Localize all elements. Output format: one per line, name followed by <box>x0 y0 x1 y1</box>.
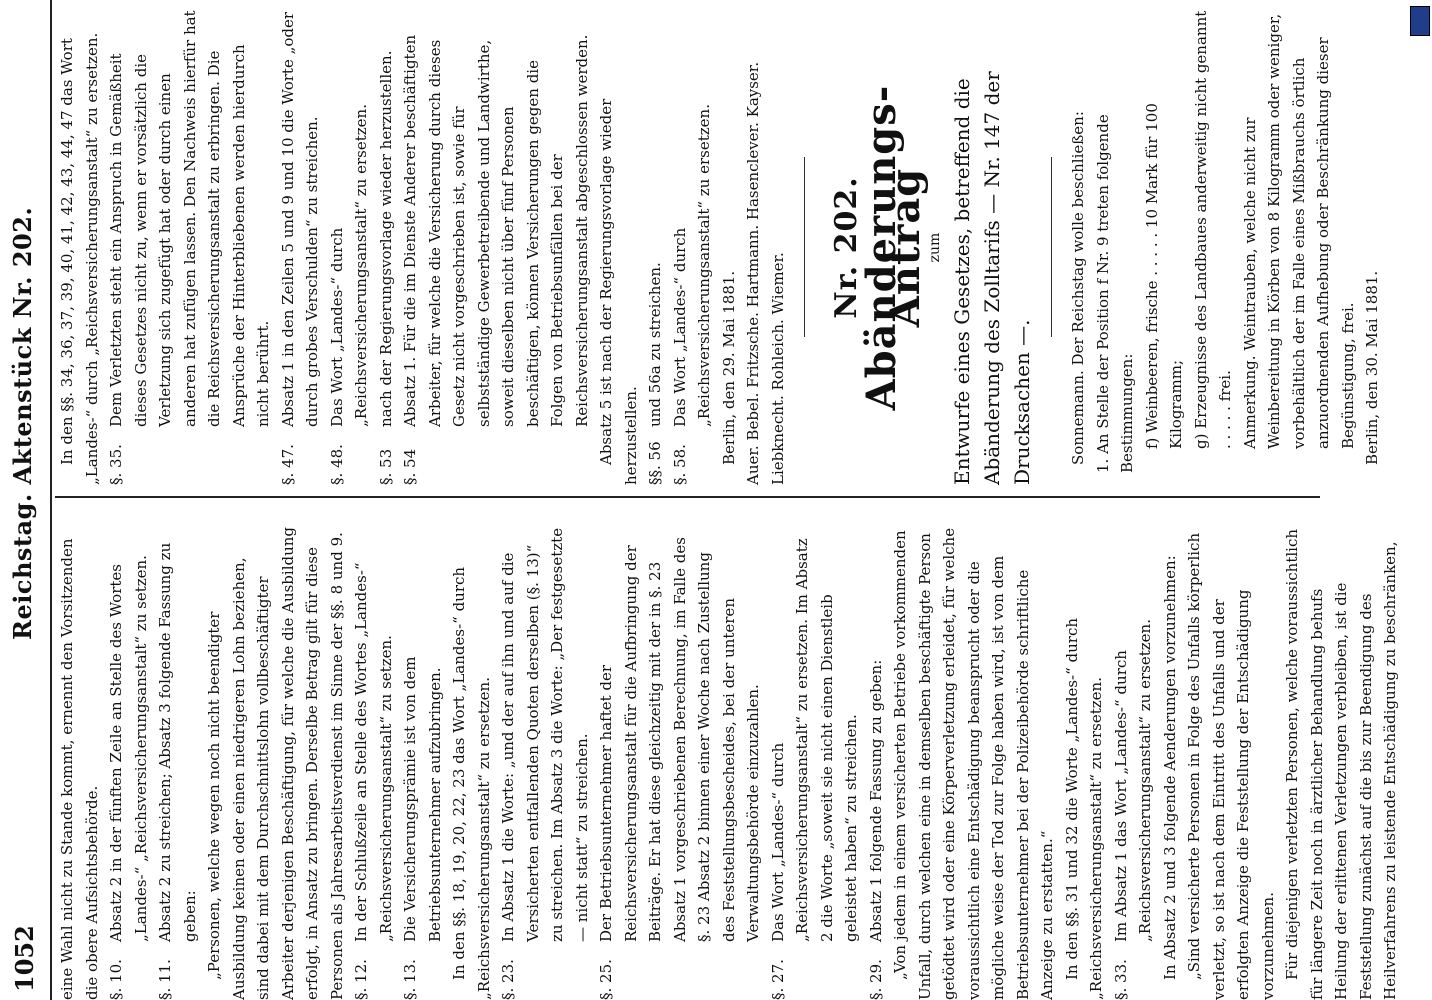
section-29: §. 29. Absatz 1 folgende Fassung zu geben: <box>866 659 885 1000</box>
section-23: §. 23. In Absatz 1 die Worte: „und der auf ihn und auf die Versicherten entfallenden Quoten derselben (§. 13)“ zu streichen. Im Absatz 3 die Worte: „Der festgesetzte — nicht statt“ zu streichen. <box>499 527 591 1000</box>
section-54: §. 54 Absatz 1. Für die im Dienste Anderer beschäftigten Arbeiter, für welche die Versicherung durch dieses Gesetz nicht vorgeschrieben ist, sowie für selbstständige Gewerbetreibende und Landwirthe, soweit dieselben nicht über fünf Personen beschäftigen, können Versicherungen gegen die Folgen von Betriebsunfällen bei der Reichsversicherungsanstalt abgeschlossen werden. <box>401 34 591 485</box>
section-33: §. 33. Im Absatz 1 das Wort „Landes-“ durch „Reichsversicherungsanstalt“ zu ersetzen. <box>1111 619 1154 1000</box>
item-g: g) Erzeugnisse des Landbaues anderweitig nicht genannt . . . . . frei. <box>1191 10 1234 449</box>
section-56: §§. 56 und 56a zu streichen. <box>646 262 664 485</box>
item-f: f) Weinbeeren, frische . . . . . 10 Mark für 100 Kilogramm; <box>1142 103 1185 449</box>
running-head: Reichstag. Aktenstück Nr. 202. <box>8 206 37 640</box>
section-47: §. 47. Absatz 1 in den Zeilen 5 und 9 und 10 die Worte „oder durch grobes Verschulden“ zu streichen. <box>278 11 321 485</box>
quote-33b: Für diejenigen verletzten Personen, welche voraussichtlich für längere Zeit noch in ärztlicher Behandlung behufs Heilung der erlittenen Verletzungen verbleiben, ist die Feststellung zunächst auf die bis zur Beendigung des Heilverfahrens zu leistende Entschädigung zu beschränken, <box>1283 528 1399 1000</box>
annotation: Anmerkung. Weintrauben, welche nicht zur Weinbereitung in Körben von 8 Kilogramm oder weniger, vorbehältlich der im Falle eines Mißbrauchs örtlich anzuordnenden Aufhebung oder Beschränkung dieser Begünstigung, frei. <box>1240 13 1357 449</box>
paragraph-54b: Absatz 5 ist nach der Regierungsvorlage wieder herzustellen. <box>597 98 640 485</box>
paragraph-33b: In Absatz 2 und 3 folgende Aenderungen vorzunehmen: <box>1160 555 1179 980</box>
quote-33a: „Sind versicherte Personen in Folge des Unfalls körperlich verletzt, so ist nach dem Eintritt des Unfalls und der erfolgten Anzeige die Feststellung der Entschädigung vorzunehmen. <box>1185 532 1277 1000</box>
digitization-sidebar <box>1406 0 1432 1000</box>
section-25: §. 25. Der Betriebsunternehmer haftet der Reichsversicherungsanstalt für die Aufbringung der Beiträge. Er hat diese gleichzeitig mit der in §. 23 Absatz 1 vorgeschriebenen Berechnung, im Falle des §. 23 Absatz 2 binnen einer Woche nach Zustellung des Feststellungsbescheides, bei der unteren Verwaltungsbehörde einzuzahlen. <box>597 537 762 1000</box>
motion-intro: Sonnemann. Der Reichstag wolle beschließen: <box>1069 111 1087 465</box>
quote-29: „Von jedem in einem versicherten Betriebe vorkommenden Unfall, durch welchen eine in demselben beschäftigte Person getödtet wird oder eine Körperverletzung erleidet, für welche voraussichtlich eine Entschädigung beansprucht oder die mögliche weise der Tod zur Folge haben wird, ist von dem Betriebsunternehmer bei der Polizeibehörde schriftliche Anzeige zu erstatten.“ <box>891 527 1056 1000</box>
section-35: §. 35. Dem Verletzten steht ein Anspruch in Gemäßheit dieses Gesetzes nicht zu, wenn er vorsätzlich die Verletzung sich zugefügt hat oder durch einen anderen hat zufügen lassen. Den Nachweis hierfür hat die Reichsversicherungsanstalt zu erbringen. Die Ansprüche der Hinterbliebenen werden hierdurch nicht berührt. <box>107 10 272 485</box>
separator-rule-2 <box>1051 158 1052 338</box>
date-line-2: Berlin, den 30. Mai 1881. <box>1363 270 1381 465</box>
section-12: §. 12. In der Schlußzeile an Stelle des Wortes „Landes-“ „Reichsversicherungsanstalt“ zu setzen. <box>352 562 395 1000</box>
paragraph: In den §§. 34, 36, 37, 39, 40, 41, 42, 43, 44, 47 das Wort „Landes-“ durch „Reichsversicherungsanstalt“ zu ersetzen. <box>58 32 101 485</box>
section-27: §. 27. Das Wort „Landes-“ durch „Reichsversicherungsanstalt“ zu ersetzen. Im Absatz 2 die Worte „soweit sie nicht einen Dienstleib geleistet haben“ zu streichen. <box>768 538 860 1000</box>
signatures: Auer. Bebel. Fritzsche. Hartmann. Hasenclever. Kayser. Liebknecht. Rohleich. Wiemer. <box>744 61 787 485</box>
section-58: §. 58. Das Wort „Landes-“ durch „Reichsversicherungsanstalt“ zu ersetzen. <box>670 104 713 485</box>
section-11: §. 11. Absatz 2 zu streichen; Absatz 3 folgende Fassung zu geben: <box>156 542 199 1000</box>
section-48: §. 48. Das Wort „Landes-“ durch „Reichsversicherungsanstalt“ zu ersetzen. <box>327 104 370 485</box>
dfg-logo <box>1410 6 1430 36</box>
paragraph-31: In den §§. 31 und 32 die Worte „Landes-“ durch „Reichsversicherungsanstalt“ zu ersetzen. <box>1062 617 1105 1000</box>
date-line: Berlin, den 29. Mai 1881. <box>719 270 738 465</box>
section-10: §. 10. Absatz 2 in der fünften Zeile an Stelle des Wortes „Landes-“ „Reichsversicherungsanstalt“ zu setzen. <box>107 555 150 1000</box>
section-53: §. 53 nach der Regierungsvorlage wieder herzustellen. <box>376 50 395 485</box>
item-1: 1. An Stelle der Position f Nr. 9 treten folgende Bestimmungen: <box>1093 114 1136 473</box>
document-number: Nr. 202. <box>829 176 864 319</box>
header-rule <box>50 0 52 1000</box>
title-connector: zum <box>926 232 943 263</box>
separator-rule <box>804 158 805 338</box>
left-column <box>55 525 1432 1000</box>
paragraph: eine Wahl nicht zu Stande kommt, ernennt den Vorsitzenden die obere Aufsichtsbehörde. <box>58 538 101 1000</box>
document-title: Abänderungs-Antrag <box>857 84 929 411</box>
section-13: §. 13. Die Versicherungsprämie ist von dem Betriebsunternehmer aufzubringen. <box>401 656 444 1000</box>
bill-reference: Entwurfe eines Gesetzes, betreffend die Abänderung des Zolltarifs — Nr. 147 der Drucksachen —. <box>950 71 1034 485</box>
page-number: 1052 <box>10 925 39 992</box>
paragraph-18: In den §§. 18, 19, 20, 22, 23 das Wort „Landes-“ durch „Reichsversicherungsanstalt“ zu ersetzen. <box>450 566 493 1000</box>
column-divider <box>55 496 1320 498</box>
right-column <box>55 10 1385 485</box>
page-header <box>10 0 50 1000</box>
quote-11: „Personen, welche wegen noch nicht beendigter Ausbildung keinen oder einen niedrigeren Lohn beziehen, sind dabei mit dem Durchschnittslohn vollbeschäftigter Arbeiter derjenigen Beschäftigung, für welche die Ausbildung erfolgt, in Ansatz zu bringen. Derselbe Betrag gilt für diese Personen als Jahresarbeitsverdienst im Sinne der §§. 8 und 9. <box>205 526 346 1000</box>
